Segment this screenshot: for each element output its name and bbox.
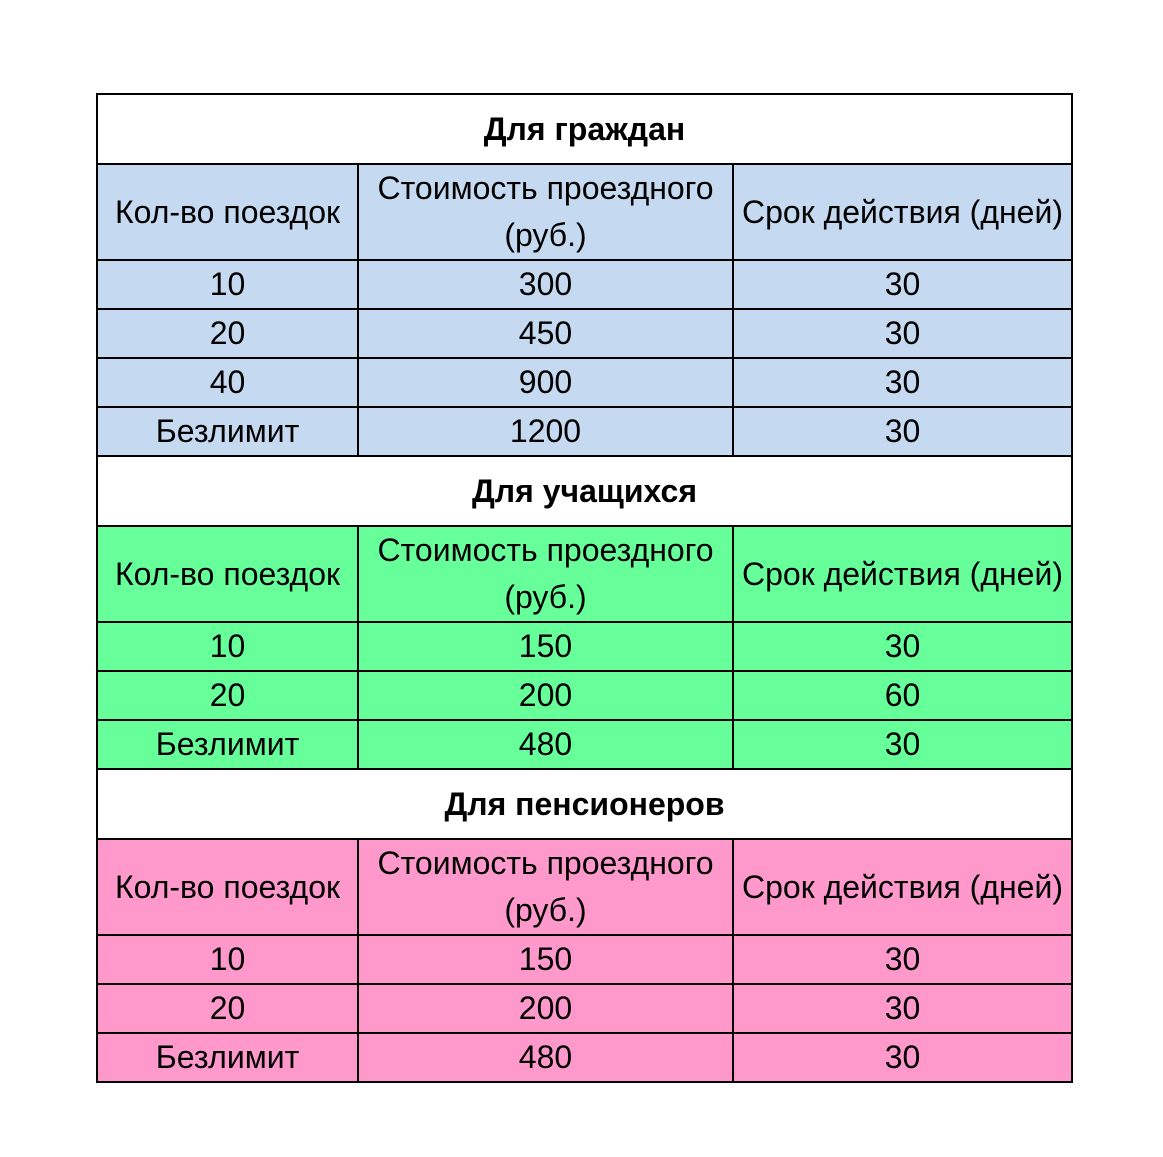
- column-header-cost: Стоимость проездного (руб.): [358, 839, 733, 935]
- cost-cell: 200: [358, 984, 733, 1033]
- validity-cell: 30: [733, 407, 1072, 456]
- cost-cell: 480: [358, 1033, 733, 1082]
- cost-cell: 150: [358, 622, 733, 671]
- trips-cell: 20: [97, 309, 358, 358]
- trips-cell: 20: [97, 984, 358, 1033]
- cost-cell: 450: [358, 309, 733, 358]
- validity-cell: 30: [733, 309, 1072, 358]
- table-row: [97, 720, 1072, 769]
- validity-cell: 30: [733, 720, 1072, 769]
- trips-cell: Безлимит: [97, 407, 358, 456]
- cost-cell: 200: [358, 671, 733, 720]
- validity-cell: 30: [733, 1033, 1072, 1082]
- trips-cell: Безлимит: [97, 1033, 358, 1082]
- section-title-row: [97, 769, 1072, 839]
- table-row: [97, 984, 1072, 1033]
- column-header-row: [97, 526, 1072, 622]
- cost-cell: 1200: [358, 407, 733, 456]
- validity-cell: 30: [733, 622, 1072, 671]
- cost-cell: 300: [358, 260, 733, 309]
- trips-cell: 40: [97, 358, 358, 407]
- section-title-students: Для учащихся: [97, 456, 1072, 526]
- section-title-pensioners: Для пенсионеров: [97, 769, 1072, 839]
- column-header-validity: Срок действия (дней): [733, 164, 1072, 260]
- table-row: [97, 260, 1072, 309]
- cost-cell: 900: [358, 358, 733, 407]
- validity-cell: 30: [733, 935, 1072, 984]
- section-title-citizens: Для граждан: [97, 94, 1072, 164]
- column-header-cost: Стоимость проездного (руб.): [358, 164, 733, 260]
- column-header-trips: Кол-во поездок: [97, 526, 358, 622]
- table-row: [97, 671, 1072, 720]
- column-header-validity: Срок действия (дней): [733, 526, 1072, 622]
- column-header-trips: Кол-во поездок: [97, 839, 358, 935]
- validity-cell: 60: [733, 671, 1072, 720]
- trips-cell: Безлимит: [97, 720, 358, 769]
- table-row: [97, 407, 1072, 456]
- column-header-validity: Срок действия (дней): [733, 839, 1072, 935]
- table-row: [97, 1033, 1072, 1082]
- table-row: [97, 935, 1072, 984]
- table-row: [97, 358, 1072, 407]
- table-row: [97, 622, 1072, 671]
- cost-cell: 480: [358, 720, 733, 769]
- fare-table: [96, 93, 1073, 1083]
- column-header-trips: Кол-во поездок: [97, 164, 358, 260]
- trips-cell: 20: [97, 671, 358, 720]
- section-title-row: [97, 456, 1072, 526]
- validity-cell: 30: [733, 358, 1072, 407]
- cost-cell: 150: [358, 935, 733, 984]
- column-header-row: [97, 164, 1072, 260]
- trips-cell: 10: [97, 260, 358, 309]
- section-title-row: [97, 94, 1072, 164]
- validity-cell: 30: [733, 260, 1072, 309]
- trips-cell: 10: [97, 622, 358, 671]
- column-header-row: [97, 839, 1072, 935]
- trips-cell: 10: [97, 935, 358, 984]
- validity-cell: 30: [733, 984, 1072, 1033]
- column-header-cost: Стоимость проездного (руб.): [358, 526, 733, 622]
- table-row: [97, 309, 1072, 358]
